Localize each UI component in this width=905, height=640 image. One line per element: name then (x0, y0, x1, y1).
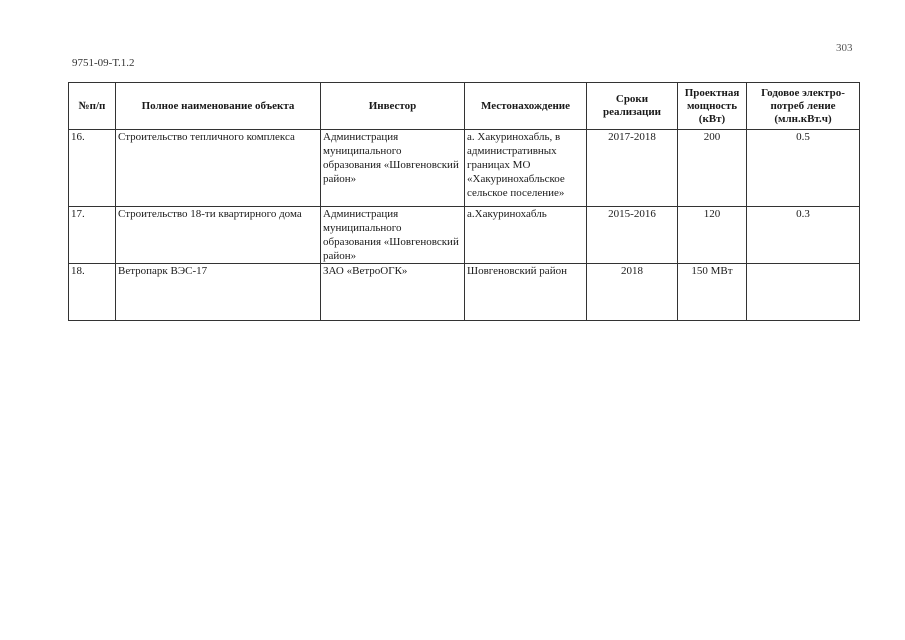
cell-location: а.Хакуринохабль (465, 207, 587, 264)
header-consumption: Годовое электро-потреб ление (млн.кВт.ч) (747, 83, 860, 130)
cell-name: Строительство 18-ти квартирного дома (116, 207, 321, 264)
cell-num: 18. (69, 264, 116, 321)
cell-terms: 2018 (587, 264, 678, 321)
cell-power: 150 МВт (678, 264, 747, 321)
cell-power: 200 (678, 130, 747, 207)
header-power: Проектная мощность (кВт) (678, 83, 747, 130)
cell-terms: 2015-2016 (587, 207, 678, 264)
cell-terms: 2017-2018 (587, 130, 678, 207)
table-row (69, 130, 860, 207)
cell-consumption: 0.5 (747, 130, 860, 207)
header-investor: Инвестор (321, 83, 465, 130)
cell-consumption: 0.3 (747, 207, 860, 264)
table-header-row (69, 83, 860, 130)
header-name: Полное наименование объекта (116, 83, 321, 130)
cell-investor: Администрация муниципального образования «Шовгеновский район» (321, 130, 465, 207)
objects-table (68, 82, 860, 321)
header-num: №п/п (69, 83, 116, 130)
page-number: 303 (836, 42, 853, 54)
cell-investor: Администрация муниципального образования «Шовгеновский район» (321, 207, 465, 264)
cell-name: Строительство тепличного комплекса (116, 130, 321, 207)
table-row (69, 264, 860, 321)
cell-location: Шовгеновский район (465, 264, 587, 321)
cell-num: 16. (69, 130, 116, 207)
table-row (69, 207, 860, 264)
cell-location: а. Хакуринохабль, в административных границах МО «Хакуринохабльское сельское поселение» (465, 130, 587, 207)
cell-investor: ЗАО «ВетроОГК» (321, 264, 465, 321)
header-location: Местонахождение (465, 83, 587, 130)
header-terms: Сроки реализации (587, 83, 678, 130)
document-code: 9751-09-Т.1.2 (72, 57, 135, 69)
cell-name: Ветропарк ВЭС-17 (116, 264, 321, 321)
cell-consumption (747, 264, 860, 321)
cell-power: 120 (678, 207, 747, 264)
cell-num: 17. (69, 207, 116, 264)
